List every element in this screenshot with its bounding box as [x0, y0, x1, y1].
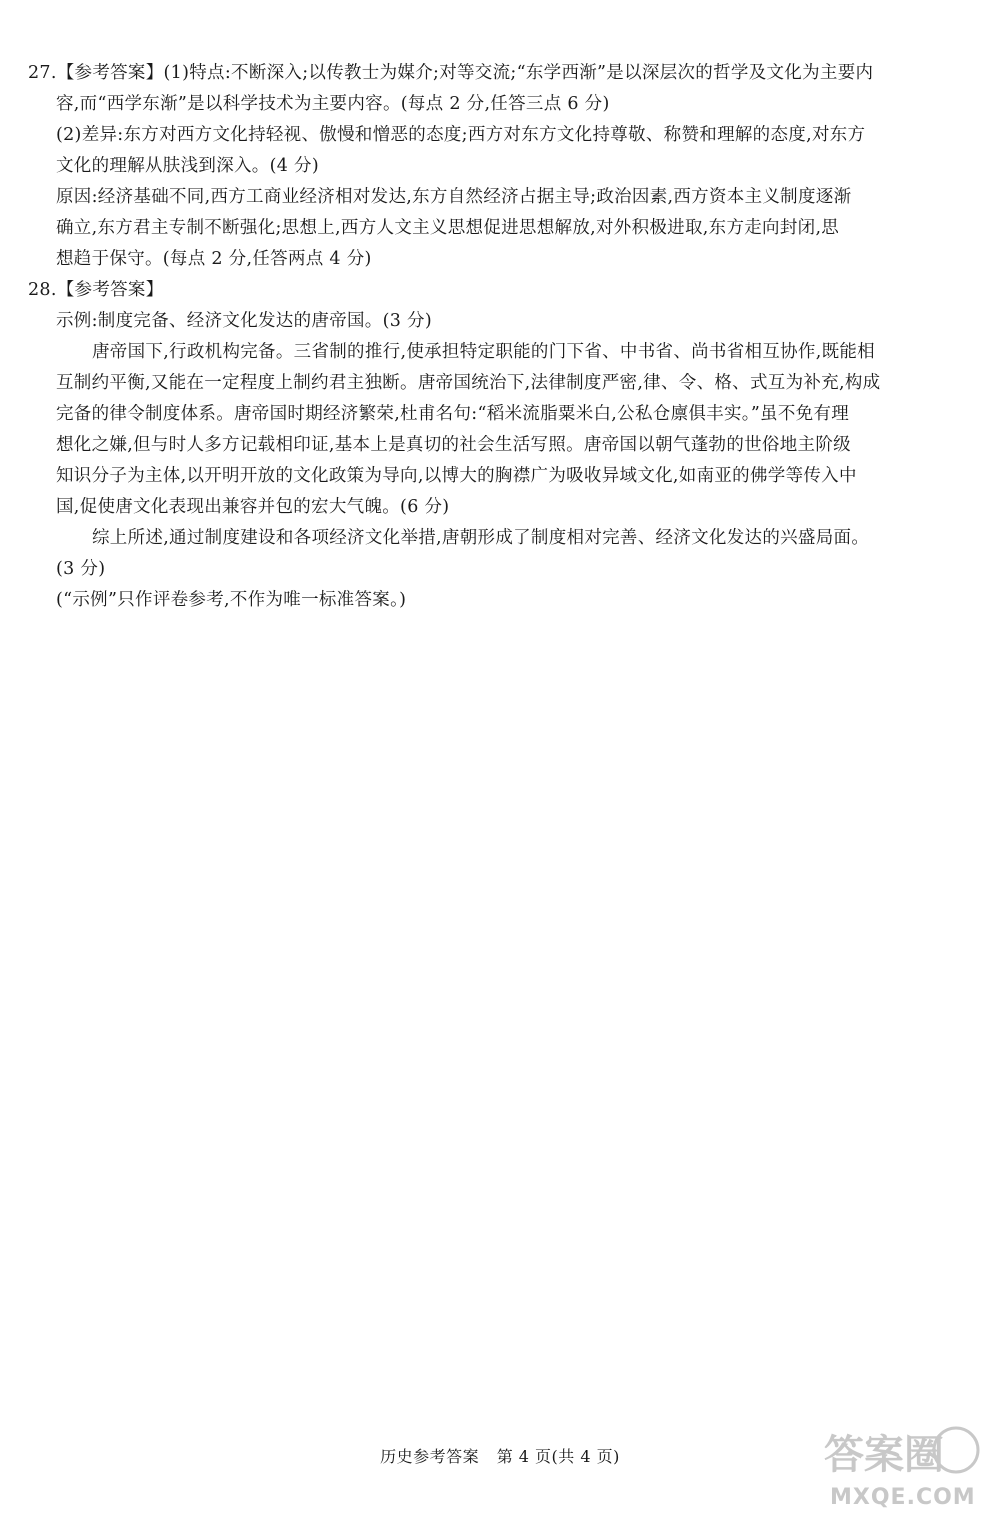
answer-content [28, 58, 976, 616]
q28-summary-line-1: 综上所述,通过制度建设和各项经济文化举措,唐朝形成了制度相对完善、经济文化发达的兴盛局面。 [92, 528, 870, 548]
q28-example: 示例:制度完备、经济文化发达的唐帝国。(3 分) [56, 311, 432, 331]
q28-body-line-5: 知识分子为主体,以开明开放的文化政策为导向,以博大的胸襟广为吸收异域文化,如南亚的佛学等传入中 [56, 466, 857, 486]
q27-part2-line-1: (2)差异:东方对西方文化持轻视、傲慢和憎恶的态度;西方对东方文化持尊敬、称赞和理解的态度,对东方 [56, 125, 866, 145]
q27-reason-line-2: 确立,东方君主专制不断强化;思想上,西方人文主义思想促进思想解放,对外积极进取,东方走向封闭,思 [56, 218, 840, 238]
watermark-text-top: 答案圈 [824, 1432, 944, 1478]
q28-body-line-3: 完备的律令制度体系。唐帝国时期经济繁荣,杜甫名句:“稻米流脂粟米白,公私仓廪俱丰实。”虽不免有理 [56, 404, 850, 424]
q27-reason-line-1: 原因:经济基础不同,西方工商业经济相对发达,东方自然经济占据主导;政治因素,西方资本主义制度逐渐 [56, 187, 852, 207]
q28-header: 28.【参考答案】 [28, 280, 164, 300]
q27-line-2: 容,而“西学东渐”是以科学技术为主要内容。(每点 2 分,任答三点 6 分) [56, 94, 610, 114]
question-28 [28, 275, 976, 616]
q28-body-line-2: 互制约平衡,又能在一定程度上制约君主独断。唐帝国统治下,法律制度严密,律、令、格、式互为补充,构成 [56, 373, 881, 393]
watermark-logo [816, 1420, 986, 1512]
q28-body-line-6: 国,促使唐文化表现出兼容并包的宏大气魄。(6 分) [56, 497, 450, 517]
watermark-text-bottom: MXQE.COM [830, 1485, 976, 1510]
q28-body-line-1: 唐帝国下,行政机构完备。三省制的推行,使承担特定职能的门下省、中书省、尚书省相互协作,既能相 [92, 342, 875, 362]
q28-note: (“示例”只作评卷参考,不作为唯一标准答案。) [56, 590, 407, 610]
q27-reason-line-3: 想趋于保守。(每点 2 分,任答两点 4 分) [56, 249, 372, 269]
q28-body-line-4: 想化之嫌,但与时人多方记载相印证,基本上是真切的社会生活写照。唐帝国以朝气蓬勃的世俗地主阶级 [56, 435, 851, 455]
q27-line-1: 27.【参考答案】(1)特点:不断深入;以传教士为媒介;对等交流;“东学西渐”是以深层次的哲学及文化为主要内 [28, 63, 874, 83]
q28-summary-line-2: (3 分) [56, 559, 106, 579]
footer-subject: 历史参考答案 [380, 1447, 480, 1466]
q27-part2-line-2: 文化的理解从肤浅到深入。(4 分) [56, 156, 319, 176]
footer-page-number: 第 4 页(共 4 页) [496, 1447, 620, 1466]
question-27 [28, 58, 976, 275]
